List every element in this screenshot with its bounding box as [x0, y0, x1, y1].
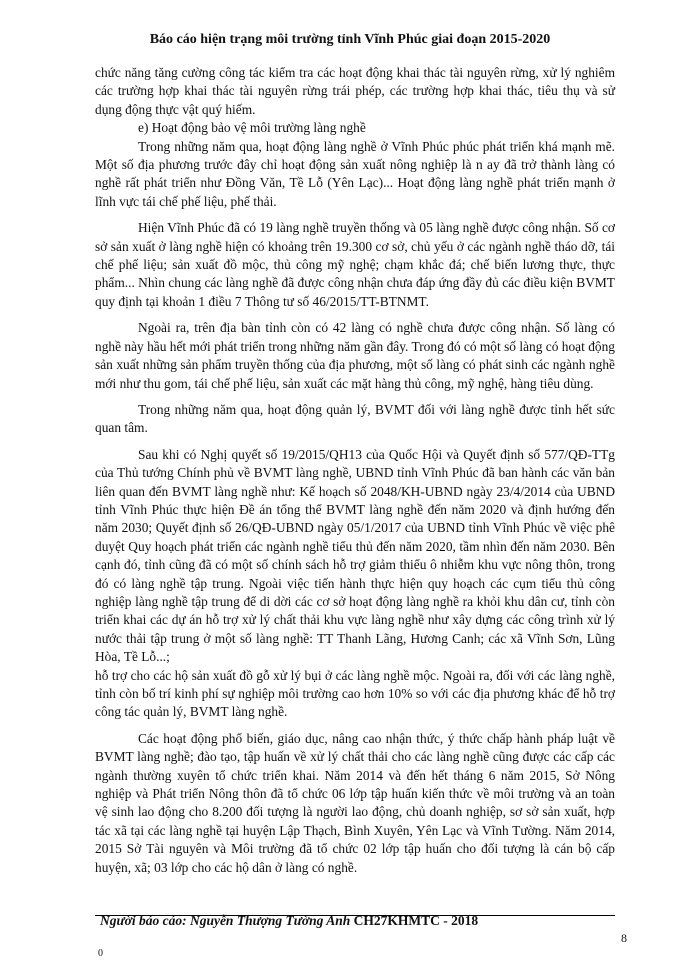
paragraph-management-attention: Trong những năm qua, hoạt động quản lý, BVMT đối với làng nghề được tỉnh hết sức quan tâm. [95, 401, 615, 436]
reporter-name: Người báo cáo: Nguyễn Thượng Tường Anh [100, 913, 351, 928]
paragraph-craft-overview: Trong những năm qua, hoạt động làng nghề ở Vĩnh Phúc phúc phát triển khá mạnh mẽ. Một số địa phương trước đây chỉ hoạt động sản xuất nông nghiệp là n ay đã trở thành làng có nghề rất phát triển như Đồng Văn, Tề Lỗ (Yên Lạc)... Hoạt động làng nghề phát triển mạnh ở lĩnh vực tái chế phế liệu, phế thải. [95, 138, 615, 209]
reporter-class: CH27KHMTC - 2018 [353, 913, 479, 928]
paragraph-support-wood: hỗ trợ cho các hộ sản xuất đồ gỗ xử lý bụi ở các làng nghề mộc. Ngoài ra, đối với các làng nghề, tỉnh còn bố trí kinh phí sự nghiệp môi trường cao hơn 10% so với các địa phương khác để hỗ trợ công tác quản lý, BVMT làng nghề. [95, 667, 615, 720]
corner-mark: 0 [98, 948, 103, 959]
footer-reporter [100, 913, 478, 929]
paragraph-forest-continuation: chức năng tăng cường công tác kiểm tra các hoạt động khai thác tài nguyên rừng, xử lý nghiêm các trường hợp khai thác tài nguyên rừng trái phép, các trường hợp khai thác, tiêu thụ và sử dụng động thực vật quý hiếm. [95, 65, 615, 117]
document-body [95, 64, 615, 877]
section-heading-craft-villages: e) Hoạt động bảo vệ môi trường làng nghề [138, 120, 366, 136]
paragraph-education-training: Các hoạt động phổ biến, giáo dục, nâng cao nhận thức, ý thức chấp hành pháp luật về BVMT làng nghề; đào tạo, tập huấn về xử lý chất thải cho các làng nghề cũng được các cấp các ngành thường xuyên tổ chức triển khai. Năm 2014 và đến hết tháng 6 năm 2015, Sở Nông nghiệp và Phát triển Nông thôn đã tổ chức 06 lớp tập huấn kiến thức về môi trường và an toàn vệ sinh lao động cho 8.200 đối tượng là người lao động, chủ doanh nghiệp, sơ sở sản xuất, hợp tác xã tại các làng nghề tại huyện Lập Thạch, Bình Xuyên, Yên Lạc và Vĩnh Tường. Năm 2014, 2015 Sở Tài nguyên và Môi trường đã tổ chức 02 lớp tập huấn cho đối tượng là cán bộ cấp huyện, xã; 03 lớp cho các hộ dân ở làng có nghề. [95, 730, 615, 875]
paragraph-unrecognized-villages: Ngoài ra, trên địa bàn tỉnh còn có 42 làng có nghề chưa được công nhận. Số làng có nghề này hầu hết mới phát triển trong những năm gần đây. Trong đó có một số làng có hoạt động sản xuất những sản phẩm truyền thống của địa phương, một số làng có phát sinh các ngành nghề mới như thu gom, tái chế phế liệu, sản xuất các mặt hàng thủ công, mỹ nghệ, hàng tiêu dùng. [95, 320, 615, 391]
paragraph-resolutions: Sau khi có Nghị quyết số 19/2015/QH13 của Quốc Hội và Quyết định số 577/QĐ-TTg của Thủ tướng Chính phủ về BVMT làng nghề, UBND tỉnh Vĩnh Phúc đã ban hành các văn bản liên quan đến BVMT làng nghề như: Kế hoạch số 2048/KH-UBND ngày 23/4/2014 của UBND tỉnh Vĩnh Phúc thực hiện Đề án tổng thể BVMT làng nghề đến năm 2020 và định hướng đến năm 2030; Quyết định số 26/QĐ-UBND ngày 05/1/2017 của UBND tỉnh Vĩnh Phúc về việc phê duyệt Quy hoạch phát triển các ngành nghề tiểu thủ đến năm 2020, tầm nhìn đến năm 2030. Bên cạnh đó, tỉnh cũng đã có một số chính sách hỗ trợ giảm thiểu ô nhiễm khu vực nông thôn, trong đó có làng nghề tập trung. Ngoài việc tiến hành thực hiện quy hoạch các cụm tiểu thủ công nghiệp làng nghề tập trung để di dời các cơ sở hoạt động làng nghề ra khỏi khu dân cư, tỉnh còn triển khai các dự án hỗ trợ xử lý chất thải khu vực làng nghề như xây dựng các công trình xử lý nước thải tập trung ở một số làng nghề: TT Thanh Lãng, Hương Canh; các xã Vĩnh Sơn, Lũng Hòa, Tề Lỗ...; [95, 446, 615, 665]
paragraph-craft-statistics: Hiện Vĩnh Phúc đã có 19 làng nghề truyền thống và 05 làng nghề được công nhận. Số cơ sở sản xuất ở làng nghề hiện có khoảng trên 19.300 cơ sở, chủ yếu ở các ngành nghề tháo dỡ, tái chế phế liệu; sản xuất đồ mộc, thủ công mỹ nghệ; chạm khắc đá; chế biến lương thực, thực phẩm... Nhìn chung các làng nghề đã được công nhận chưa đáp ứng đầy đủ các điều kiện BVMT quy định tại khoản 1 điều 7 Thông tư số 46/2015/TT-BTNMT. [95, 220, 615, 309]
page-header-title: Báo cáo hiện trạng môi trường tỉnh Vĩnh Phúc giai đoạn 2015-2020 [149, 32, 551, 47]
page-number: 8 [621, 931, 627, 945]
